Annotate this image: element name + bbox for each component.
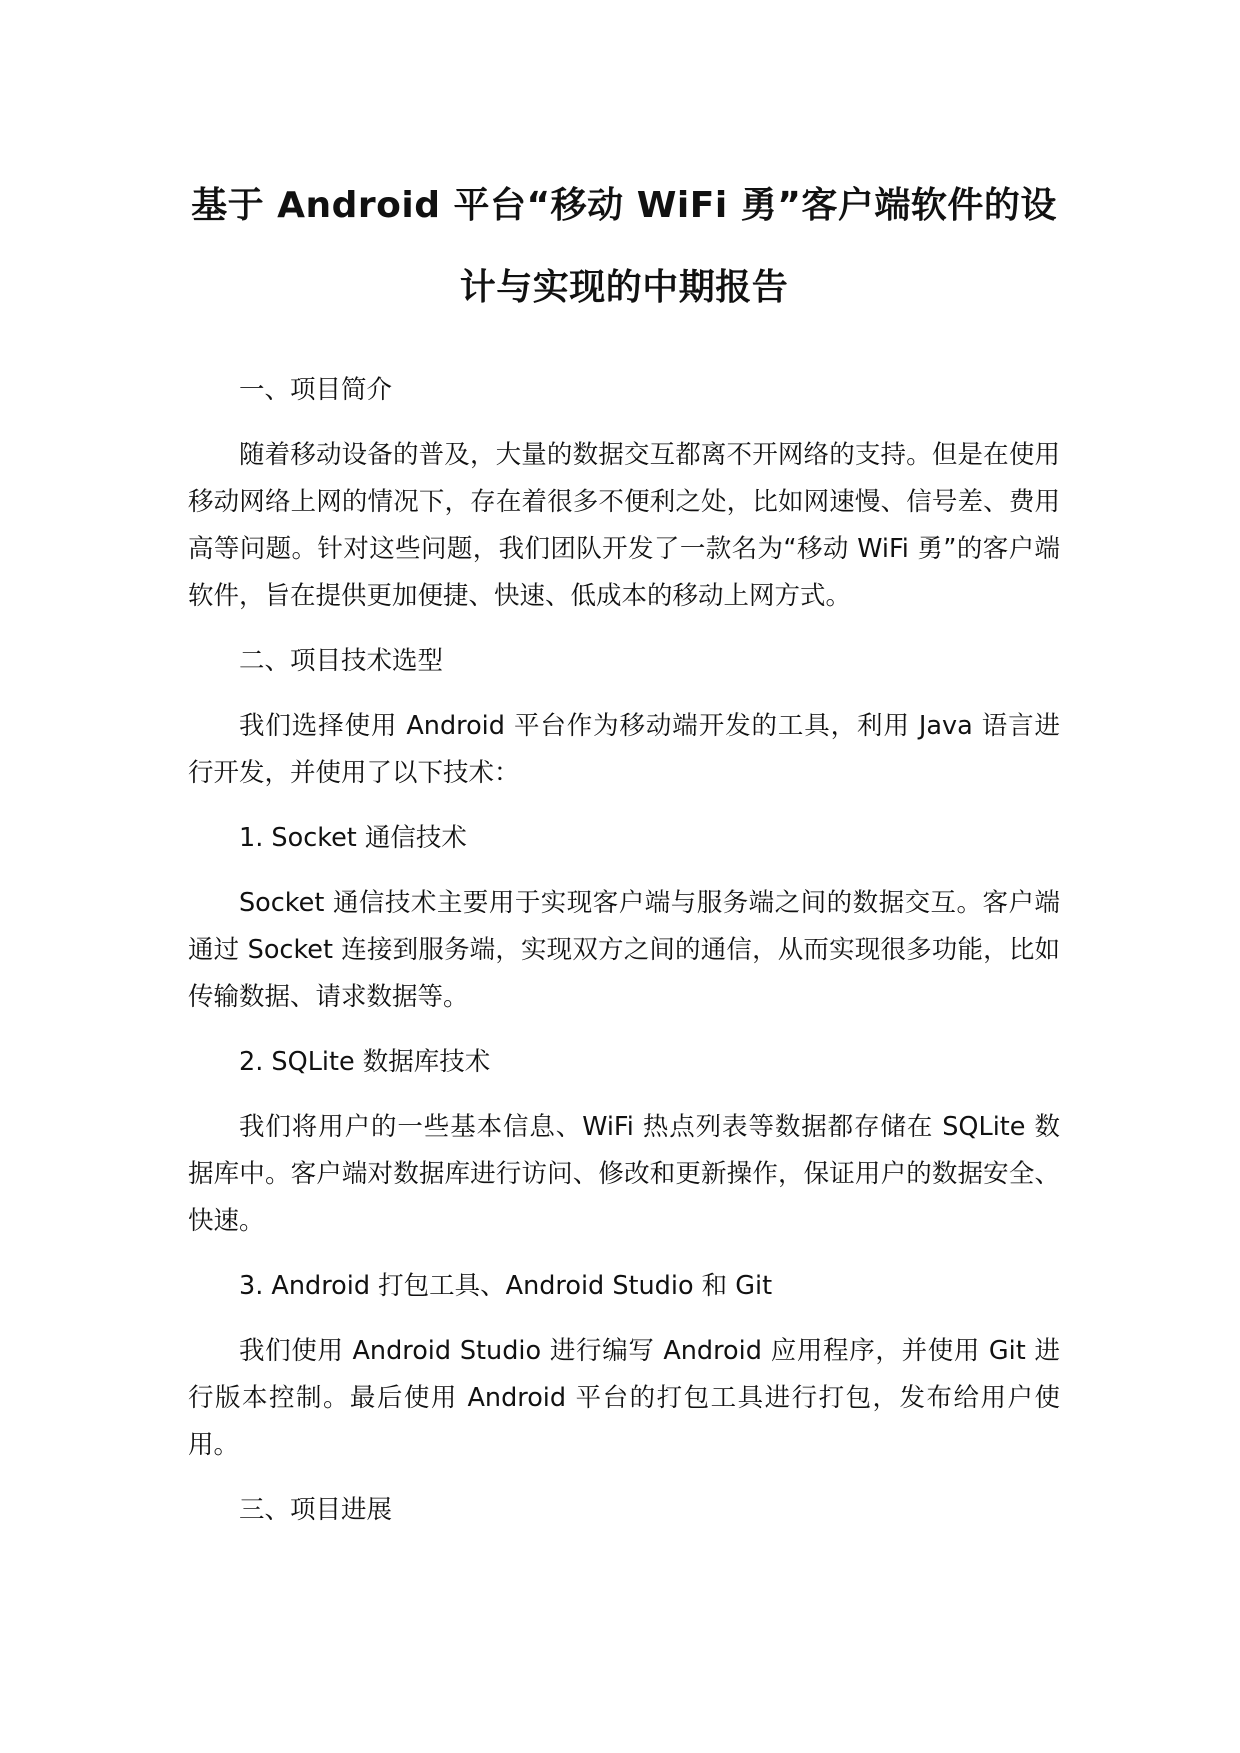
section-heading-intro: 一、项目简介 — [239, 375, 393, 405]
paragraph-sqlite: 我们将用户的一些基本信息、WiFi 热点列表等数据都存储在 SQLite 数据库中。客户端对数据库进行访问、修改和更新操作，保证用户的数据安全、快速。 — [188, 1112, 1060, 1236]
title-line-2: 计与实现的中期报告 — [459, 267, 789, 308]
subheading-socket: 1. Socket 通信技术 — [239, 823, 467, 853]
subheading-tools: 3. Android 打包工具、Android Studio 和 Git — [239, 1271, 773, 1301]
title-line-1: 基于 Android 平台“移动 WiFi 勇”客户端软件的设 — [191, 185, 1057, 226]
section-heading-progress: 三、项目进展 — [239, 1495, 393, 1525]
paragraph-intro: 随着移动设备的普及，大量的数据交互都离不开网络的支持。但是在使用移动网络上网的情况下，存在着很多不便利之处，比如网速慢、信号差、费用高等问题。针对这些问题，我们团队开发了一款名为“移动 WiFi 勇”的客户端软件，旨在提供更加便捷、快速、低成本的移动上网方式。 — [188, 440, 1060, 611]
document-body — [188, 367, 1060, 1534]
paragraph-tech: 我们选择使用 Android 平台作为移动端开发的工具，利用 Java 语言进行开发，并使用了以下技术： — [188, 711, 1060, 788]
paragraph-socket: Socket 通信技术主要用于实现客户端与服务端之间的数据交互。客户端通过 Socket 连接到服务端，实现双方之间的通信，从而实现很多功能，比如传输数据、请求数据等。 — [188, 888, 1060, 1012]
subheading-sqlite: 2. SQLite 数据库技术 — [239, 1047, 491, 1077]
paragraph-tools: 我们使用 Android Studio 进行编写 Android 应用程序，并使用 Git 进行版本控制。最后使用 Android 平台的打包工具进行打包，发布给用户使用。 — [188, 1336, 1060, 1460]
section-heading-tech: 二、项目技术选型 — [239, 646, 444, 676]
document-title — [188, 165, 1060, 329]
